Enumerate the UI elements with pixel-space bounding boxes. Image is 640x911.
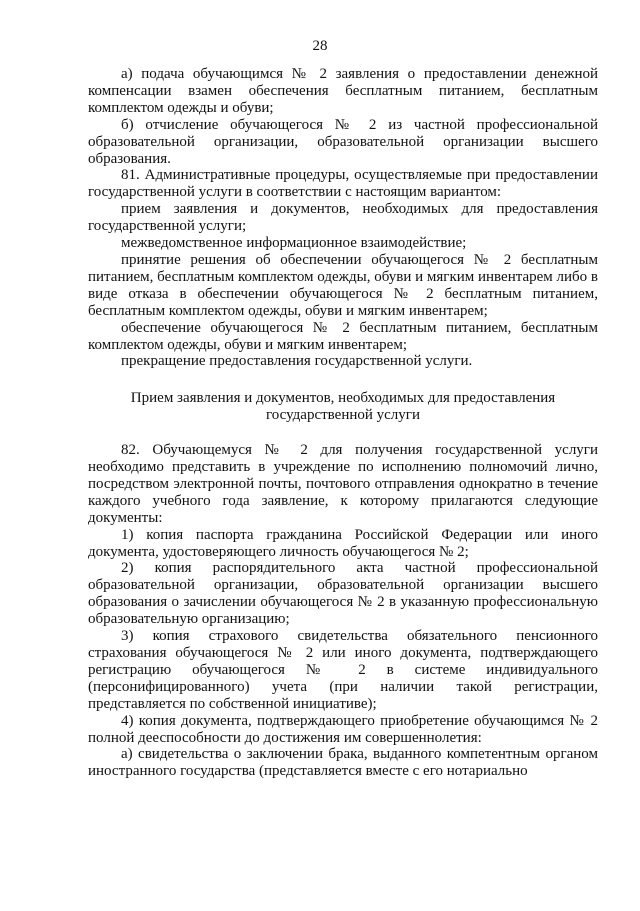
document-item-4a: а) свидетельства о заключении брака, выданного компетентным органом иностранного государства (представляется вместе с его нотариально xyxy=(88,746,598,780)
paragraph-81: 81. Административные процедуры, осуществляемые при предоставлении государственной услуги в соответствии с настоящим вариантом: xyxy=(88,167,598,201)
paragraph-82: 82. Обучающемуся № 2 для получения государственной услуги необходимо представить в учреждение по исполнению полномочий лично, посредством электронной почты, почтового отправления однократно в течение каждого учебного года заявление, к которому прилагаются следующие документы: xyxy=(88,442,598,526)
document-item-2: 2) копия распорядительного акта частной профессиональной образовательной организации, образовательной организации высшего образования о зачислении обучающегося № 2 в указанную профессиональную образовательную организацию; xyxy=(88,560,598,628)
procedure-item: принятие решения об обеспечении обучающегося № 2 бесплатным питанием, бесплатным комплектом одежды, обуви и мягким инвентарем либо в виде отказа в обеспечении обучающегося № 2 бесплатным питанием, бесплатным комплектом одежды, обуви и мягким инвентарем; xyxy=(88,251,599,319)
section-heading: Прием заявления и документов, необходимых для предоставления государственной услуги xyxy=(130,390,556,424)
procedure-item: прием заявления и документов, необходимых для предоставления государственной услуги; xyxy=(88,201,598,235)
procedure-item: межведомственное информационное взаимодействие; xyxy=(121,235,467,252)
document-item-3: 3) копия страхового свидетельства обязательного пенсионного страхования обучающегося № 2 или иного документа, подтверждающего регистрацию обучающегося № 2 в системе индивидуального (персонифицированного) учета (при наличии такой регистрации, представляется по собственной инициативе); xyxy=(88,628,598,712)
document-body xyxy=(88,66,598,780)
page-number: 28 xyxy=(312,38,328,54)
paragraph-item-a: а) подача обучающимся № 2 заявления о предоставлении денежной компенсации взамен обеспечения бесплатным питанием, бесплатным комплектом одежды и обуви; xyxy=(88,66,598,116)
procedure-item: обеспечение обучающегося № 2 бесплатным питанием, бесплатным комплектом одежды, обуви и мягким инвентарем; xyxy=(88,319,598,353)
paragraph-item-b: б) отчисление обучающегося № 2 из частной профессиональной образовательной организации, образовательной организации высшего образования. xyxy=(88,116,598,167)
procedure-item: прекращение предоставления государственной услуги. xyxy=(121,353,473,370)
document-item-4: 4) копия документа, подтверждающего приобретение обучающимся № 2 полной дееспособности до достижения им совершеннолетия: xyxy=(88,712,598,746)
document-item-1: 1) копия паспорта гражданина Российской Федерации или иного документа, удостоверяющего личность обучающегося № 2; xyxy=(88,526,598,560)
